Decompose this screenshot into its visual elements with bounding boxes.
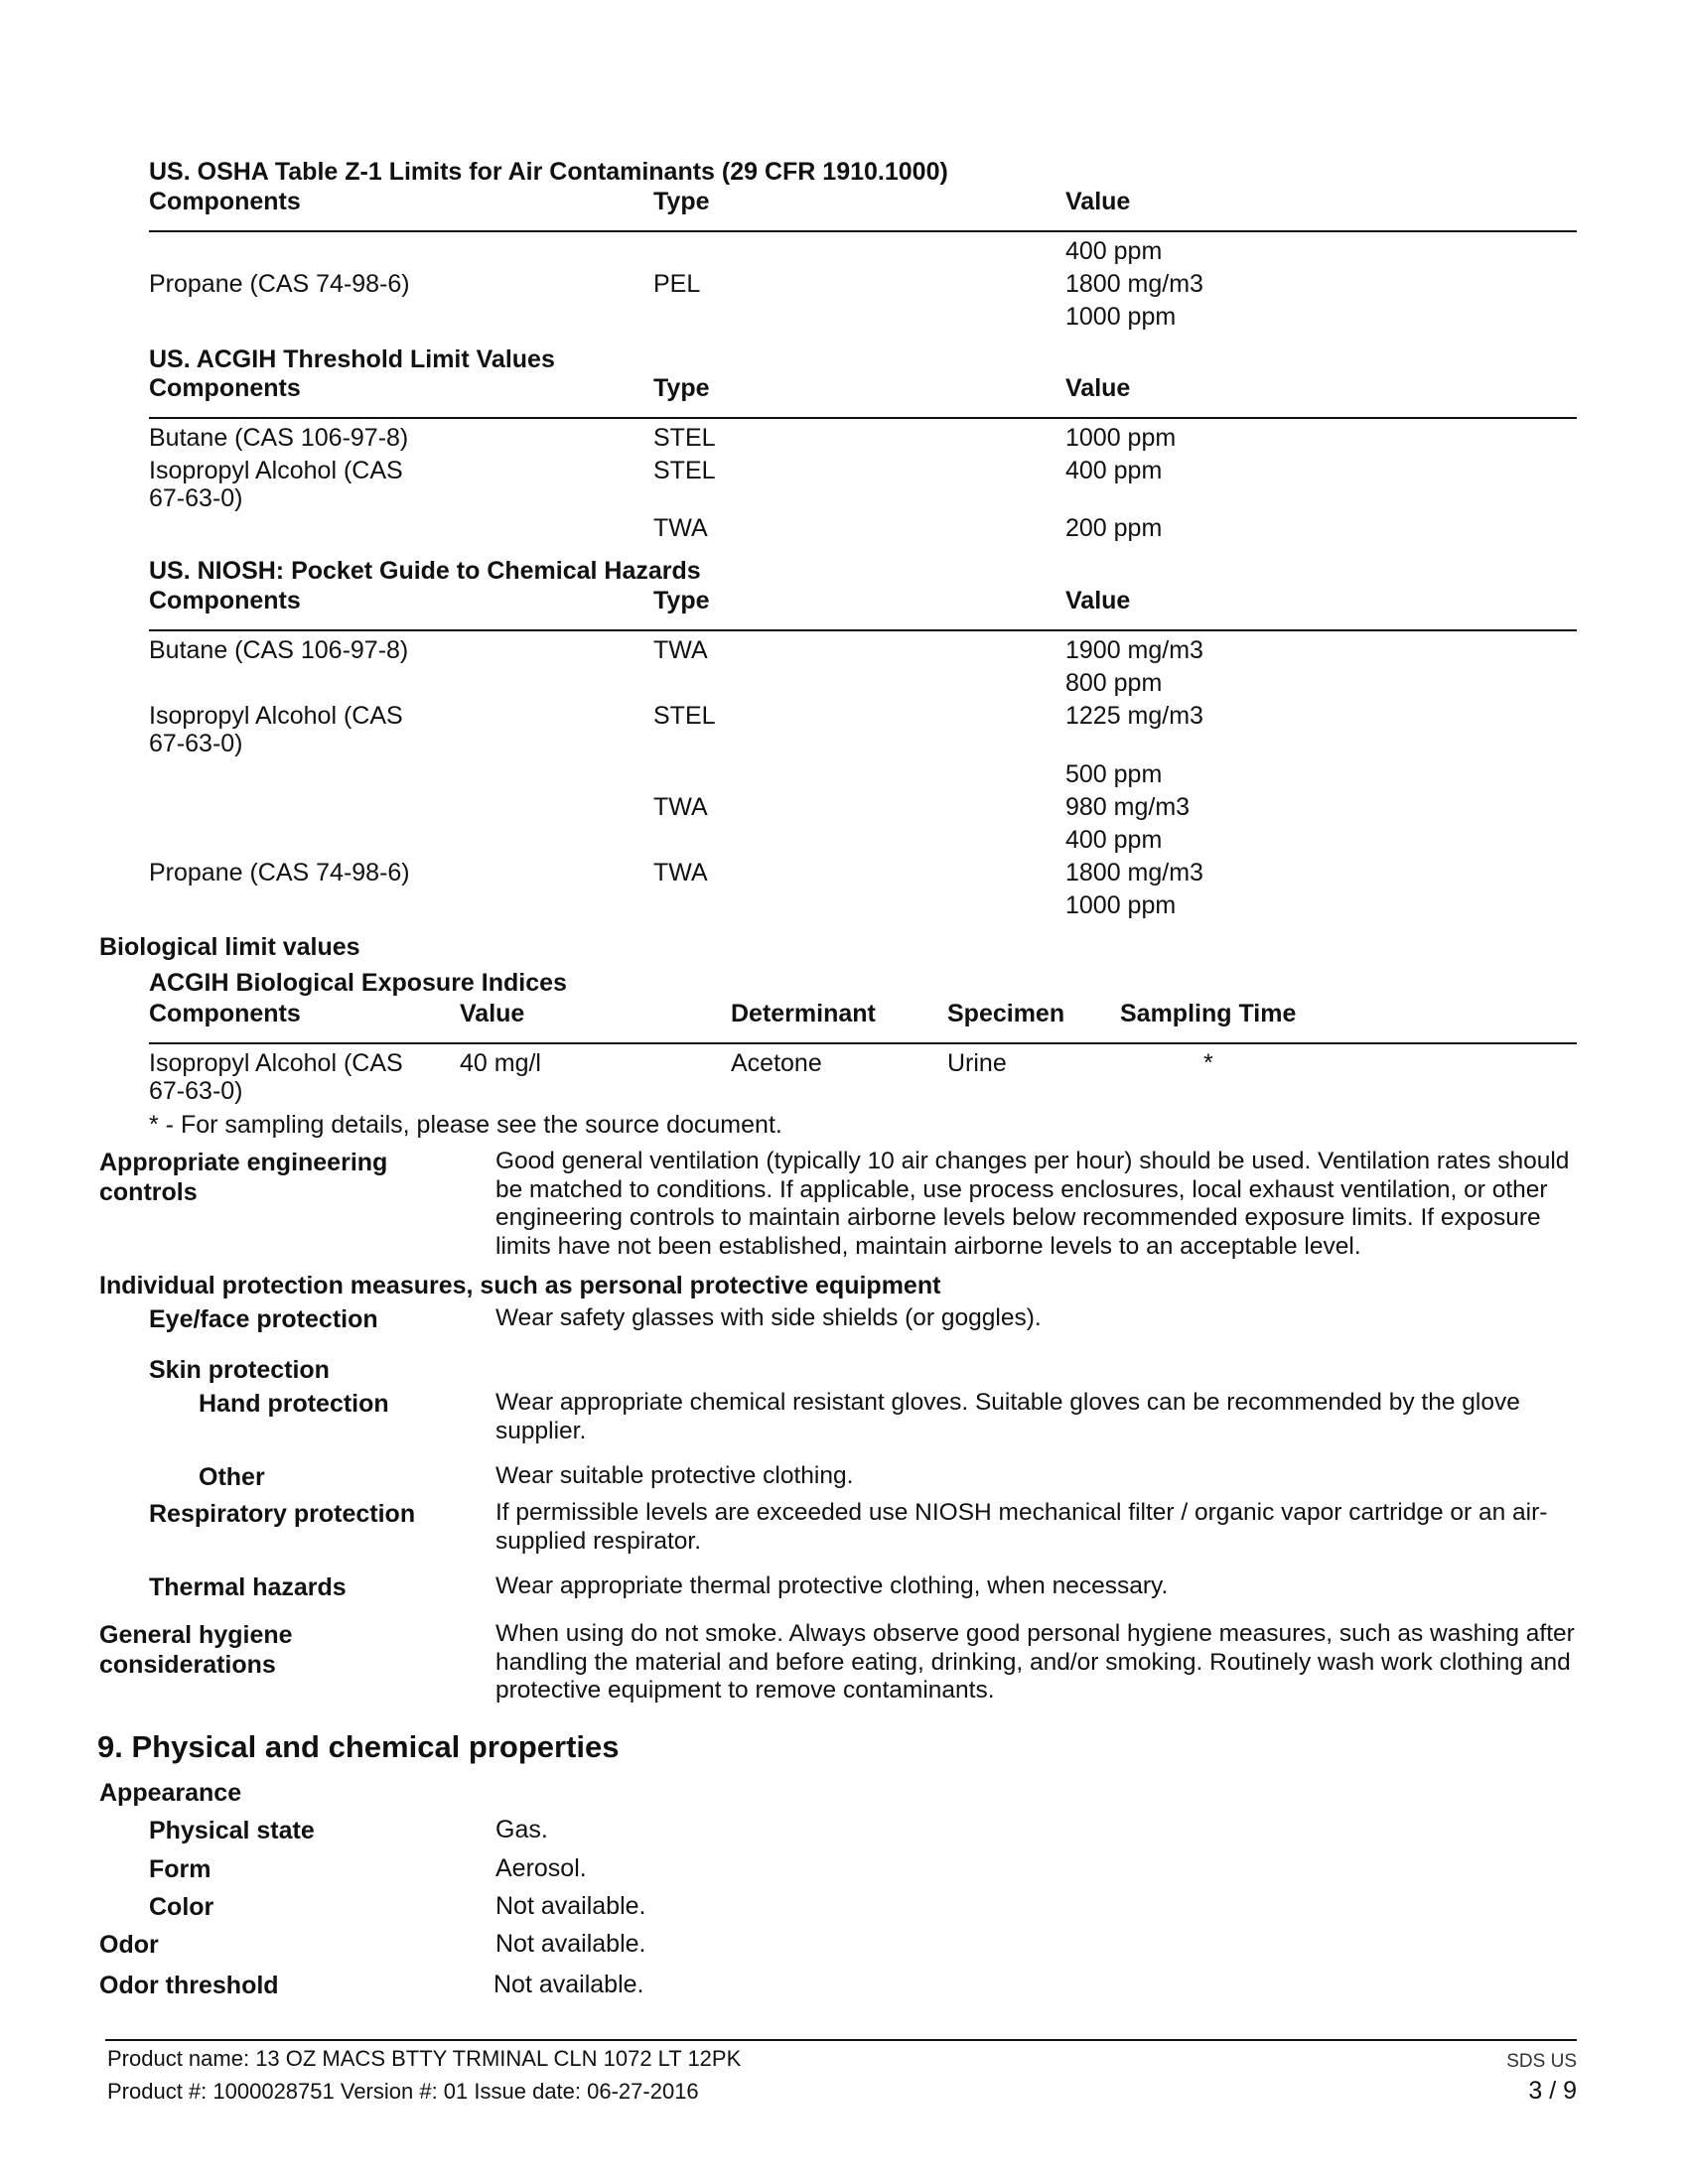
niosh-propane-value: 1800 mg/m3 (1065, 859, 1203, 887)
color-label: Color (149, 1893, 214, 1921)
acgih-header-rule (149, 417, 1577, 419)
odor-value: Not available. (495, 1930, 646, 1958)
bio-ipa-component-cont: 67-63-0) (149, 1077, 243, 1105)
acgih-header-components: Components (149, 374, 301, 402)
osha-header-value: Value (1065, 188, 1131, 215)
bio-header-specimen: Specimen (947, 1000, 1065, 1027)
footer-rule (105, 2039, 1577, 2041)
other-protection-label: Other (199, 1463, 265, 1491)
bio-header-rule (149, 1042, 1577, 1044)
niosh-butane-component: Butane (CAS 106-97-8) (149, 636, 409, 664)
other-protection-text: Wear suitable protective clothing. (495, 1462, 854, 1489)
footer-product-info: Product #: 1000028751 Version #: 01 Issue date: 06-27-2016 (107, 2079, 699, 2104)
acgih-ipa-twa-type: TWA (653, 514, 708, 542)
footer-page-number: 3 / 9 (1528, 2077, 1577, 2105)
osha-header-components: Components (149, 188, 301, 215)
odor-threshold-label: Odor threshold (99, 1972, 279, 1999)
hygiene-text: When using do not smoke. Always observe good personal hygiene measures, such as washing after handling the material and before eating, drinking, and/or smoking. Routinely wash work clothing and protective equipment to remove contaminants. (495, 1620, 1575, 1704)
osha-header-rule (149, 230, 1577, 232)
acgih-butane-component: Butane (CAS 106-97-8) (149, 424, 409, 452)
thermal-hazards-label: Thermal hazards (149, 1573, 347, 1601)
bio-header-sampling-time: Sampling Time (1120, 1000, 1297, 1027)
physical-state-value: Gas. (495, 1816, 548, 1843)
bio-ipa-value: 40 mg/l (460, 1049, 541, 1077)
osha-propane-value: 1000 ppm (1065, 303, 1177, 331)
hygiene-label: General hygiene (99, 1621, 293, 1649)
acgih-ipa-value: 400 ppm (1065, 457, 1163, 484)
niosh-propane-value: 1000 ppm (1065, 891, 1177, 919)
hygiene-label-cont: considerations (99, 1651, 276, 1679)
niosh-butane-value: 1900 mg/m3 (1065, 636, 1203, 664)
bio-ipa-specimen: Urine (947, 1049, 1007, 1077)
eye-protection-label: Eye/face protection (149, 1305, 378, 1333)
niosh-ipa-component: Isopropyl Alcohol (CAS (149, 702, 403, 730)
osha-propane-component: Propane (CAS 74-98-6) (149, 270, 410, 298)
niosh-header-components: Components (149, 587, 301, 614)
bio-footnote: * - For sampling details, please see the source document. (149, 1111, 782, 1139)
odor-threshold-value: Not available. (493, 1971, 644, 1998)
bio-table-title: ACGIH Biological Exposure Indices (149, 969, 567, 997)
osha-header-type: Type (653, 188, 710, 215)
skin-protection-label: Skin protection (149, 1356, 330, 1384)
appearance-label: Appearance (99, 1779, 242, 1807)
niosh-ipa-twa-value: 400 ppm (1065, 826, 1163, 854)
acgih-table-title: US. ACGIH Threshold Limit Values (149, 345, 555, 373)
bio-section-heading: Biological limit values (99, 933, 360, 961)
hand-protection-label: Hand protection (199, 1390, 389, 1418)
niosh-ipa-stel-value: 500 ppm (1065, 760, 1163, 788)
acgih-ipa-twa-value: 200 ppm (1065, 514, 1163, 542)
form-label: Form (149, 1855, 211, 1883)
hand-protection-text: Wear appropriate chemical resistant gloves. Suitable gloves can be recommended by the glove supplier. (495, 1389, 1520, 1444)
eye-protection-text: Wear safety glasses with side shields (or goggles). (495, 1304, 1042, 1331)
niosh-header-type: Type (653, 587, 710, 614)
engineering-label: Appropriate engineering (99, 1149, 388, 1176)
bio-header-components: Components (149, 1000, 301, 1027)
odor-label: Odor (99, 1931, 159, 1959)
niosh-propane-component: Propane (CAS 74-98-6) (149, 859, 410, 887)
acgih-header-value: Value (1065, 374, 1131, 402)
bio-ipa-sampling-time: * (1203, 1049, 1213, 1077)
acgih-ipa-component-cont: 67-63-0) (149, 484, 243, 512)
physical-state-label: Physical state (149, 1817, 315, 1844)
niosh-ipa-stel-type: STEL (653, 702, 716, 730)
niosh-butane-value: 800 ppm (1065, 669, 1163, 697)
acgih-header-type: Type (653, 374, 710, 402)
form-value: Aerosol. (495, 1854, 587, 1882)
bio-ipa-determinant: Acetone (731, 1049, 822, 1077)
bio-ipa-component: Isopropyl Alcohol (CAS (149, 1049, 403, 1077)
niosh-ipa-twa-type: TWA (653, 793, 708, 821)
color-value: Not available. (495, 1892, 646, 1920)
niosh-table-title: US. NIOSH: Pocket Guide to Chemical Hazards (149, 557, 701, 585)
bio-header-determinant: Determinant (731, 1000, 876, 1027)
acgih-butane-type: STEL (653, 424, 716, 452)
osha-table-title: US. OSHA Table Z-1 Limits for Air Contaminants (29 CFR 1910.1000) (149, 158, 948, 186)
respiratory-protection-text: If permissible levels are exceeded use NIOSH mechanical filter / organic vapor cartridge or an air-supplied respirator. (495, 1499, 1548, 1555)
osha-propane-value: 1800 mg/m3 (1065, 270, 1203, 298)
bio-header-value: Value (460, 1000, 525, 1027)
niosh-ipa-stel-value: 1225 mg/m3 (1065, 702, 1203, 730)
footer-sds-label: SDS US (1506, 2051, 1577, 2072)
engineering-text: Good general ventilation (typically 10 air changes per hour) should be used. Ventilation rates should be matched to conditions. If applicable, use process enclosures, local exhaust ventilation, or other engineering controls to maintain airborne levels below recommended exposure limits. If exposure limits have not been established, maintain airborne levels to an acceptable level. (495, 1148, 1570, 1260)
respiratory-protection-label: Respiratory protection (149, 1500, 416, 1528)
niosh-ipa-component-cont: 67-63-0) (149, 730, 243, 757)
thermal-hazards-text: Wear appropriate thermal protective clothing, when necessary. (495, 1572, 1169, 1599)
niosh-header-rule (149, 629, 1577, 631)
ppe-heading: Individual protection measures, such as personal protective equipment (99, 1272, 941, 1299)
engineering-label-cont: controls (99, 1178, 198, 1206)
acgih-butane-value: 1000 ppm (1065, 424, 1177, 452)
niosh-propane-type: TWA (653, 859, 708, 887)
niosh-ipa-twa-value: 980 mg/m3 (1065, 793, 1191, 821)
acgih-ipa-component: Isopropyl Alcohol (CAS (149, 457, 403, 484)
section-9-title: 9. Physical and chemical properties (97, 1729, 620, 1764)
niosh-butane-type: TWA (653, 636, 708, 664)
acgih-ipa-type: STEL (653, 457, 716, 484)
osha-propane-type: PEL (653, 270, 701, 298)
niosh-header-value: Value (1065, 587, 1131, 614)
osha-propane-value: 400 ppm (1065, 237, 1163, 265)
footer-product-name: Product name: 13 OZ MACS BTTY TRMINAL CLN 1072 LT 12PK (107, 2046, 742, 2071)
